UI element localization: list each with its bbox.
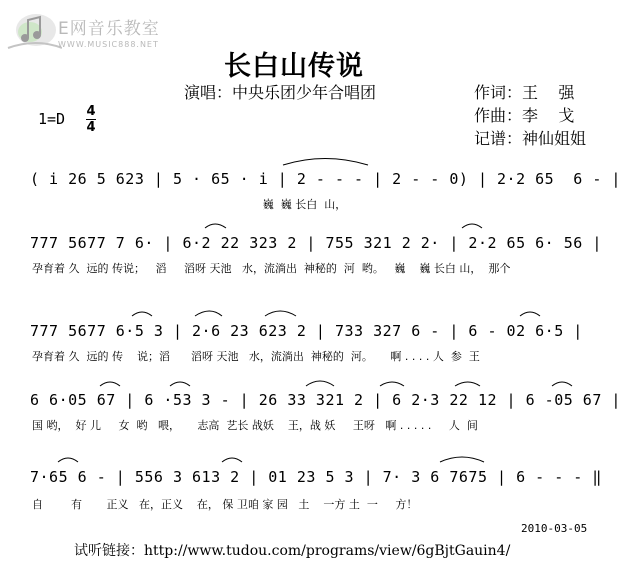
site-name: E网音乐教室 <box>58 19 160 39</box>
slur-arc <box>222 458 242 462</box>
slur-arc <box>440 457 484 462</box>
lyrics-line-3: 孕育着 久 远的 传 说；滔 滔呀 天池 水，流淌出 神秘的 河。 啊 . . . . 人 参 王 <box>32 350 480 363</box>
lyrics-line-1: 巍 巍 长白 山， <box>32 198 347 211</box>
slur-arc <box>380 382 404 386</box>
slur-arc <box>552 382 572 386</box>
tie-arc <box>283 159 368 166</box>
slur-arc <box>195 311 222 316</box>
slur-arc <box>132 312 152 316</box>
time-signature-bottom: 4 <box>86 120 96 135</box>
slur-arc <box>455 382 480 386</box>
song-title: 长白山传说 <box>224 51 364 82</box>
notes-line-4: 6 6·05 67 | 6 ·53 3 - | 26 33 321 2 | 6 2·3 22 12 | 6 -05 67 | <box>30 391 621 409</box>
transcription-date: 2010-03-05 <box>521 522 588 535</box>
slur-arc <box>205 224 226 228</box>
time-signature-top: 4 <box>86 104 96 119</box>
lyricist-credit: 作词：王 强 <box>474 83 575 102</box>
lyrics-line-2: 孕育着 久 远的 传说； 滔 滔呀 天池 水，流淌出 神秘的 河 哟。 巍 巍 长白 山， 那个 <box>32 262 511 275</box>
lyrics-line-4: 国 哟， 好 儿 女 哟 喂， 志高 艺长 战妖 王，战 妖 王呀 啊 . . . . . 人 间 <box>32 419 478 432</box>
slur-arc <box>306 381 334 386</box>
site-url: WWW.MUSIC888.NET <box>58 40 159 49</box>
notes-line-1: ( i 26 5 623 | 5 · 65 · i | 2 - - - | 2 - - 0) | 2·2 65 6 - | <box>30 170 621 188</box>
notes-line-3: 777 5677 6·5 3 | 2·6 23 623 2 | 733 327 6 - | 6 - 02 6·5 | <box>30 322 583 340</box>
composer-credit: 作曲：李 戈 <box>474 106 575 125</box>
slur-arc <box>265 311 296 316</box>
listen-link[interactable]: 试听链接：http://www.tudou.com/programs/view/6gBjtGauin4/ <box>74 543 511 559</box>
transcriber-credit: 记谱：神仙姐姐 <box>474 129 587 148</box>
key-signature: 1=D <box>38 110 66 128</box>
notes-line-5: 7·65 6 - | 556 3 613 2 | 01 23 5 3 | 7· 3 6 7675 | 6 - - - ‖ <box>30 468 602 486</box>
lyrics-line-5: 自 有 正义 在，正义 在， 保 卫咱 家 园 土 一方 土 一 方！ <box>32 498 418 511</box>
slur-arc <box>100 382 120 386</box>
notes-line-2: 777 5677 7 6· | 6·2 22 323 2 | 755 321 2 2· | 2·2 65 6· 56 | <box>30 234 602 252</box>
slur-arc <box>170 382 190 386</box>
slur-arc <box>462 224 482 228</box>
slur-arc <box>58 458 78 462</box>
performer-credit: 演唱：中央乐团少年合唱团 <box>184 83 377 102</box>
slur-arc <box>520 312 540 316</box>
